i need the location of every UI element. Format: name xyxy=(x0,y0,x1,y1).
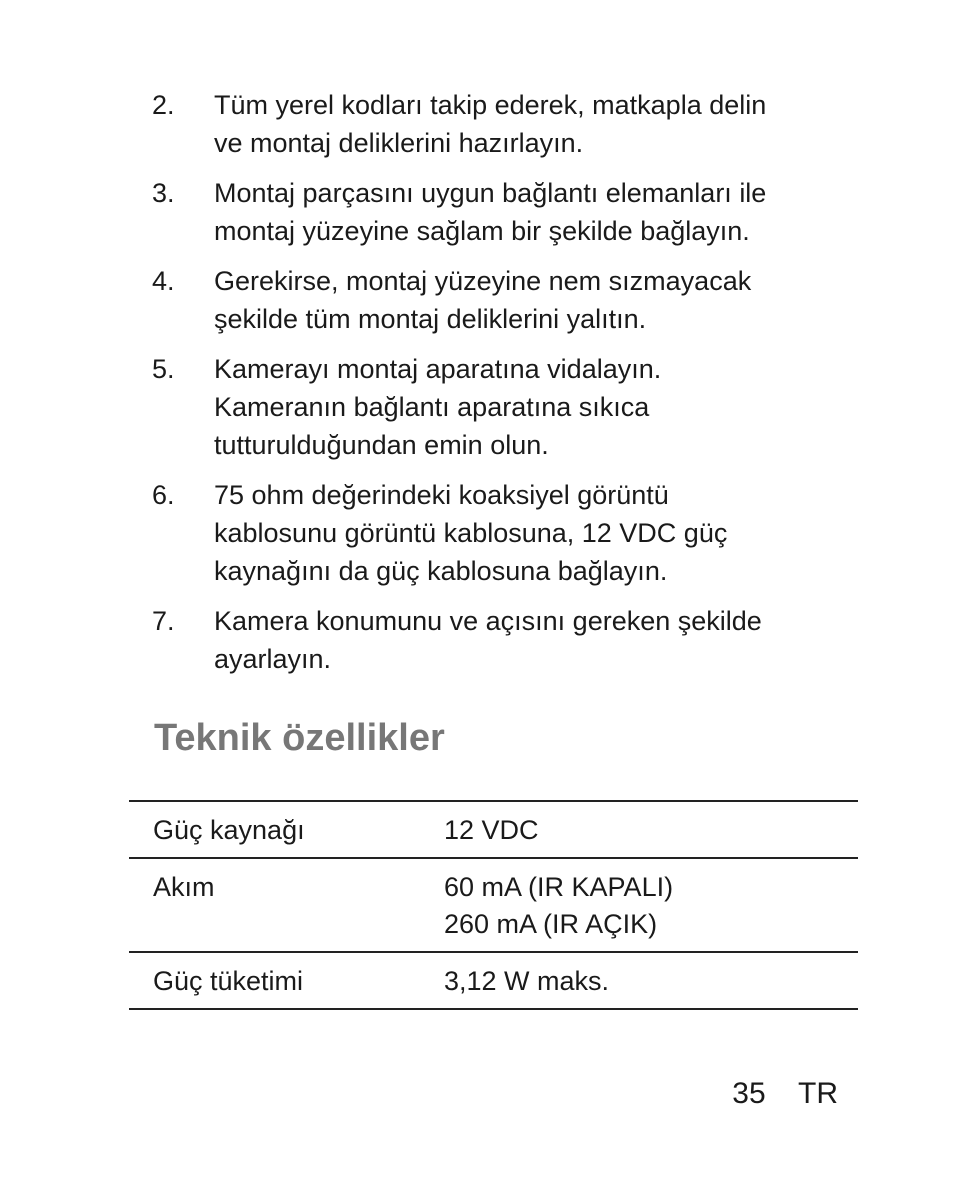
step-line: 75 ohm değerindeki koaksiyel görüntü xyxy=(214,480,669,510)
step-text xyxy=(214,174,766,250)
table-row xyxy=(129,858,858,952)
step-line: kaynağını da güç kablosuna bağlayın. xyxy=(214,556,668,586)
spec-value-line: 12 VDC xyxy=(444,815,539,845)
step-line: Kamera konumunu ve açısını gereken şekilde xyxy=(214,606,762,636)
spec-value xyxy=(444,952,858,1009)
step-number: 3. xyxy=(152,178,175,208)
step-item xyxy=(152,476,842,590)
spec-value xyxy=(444,801,858,858)
table-row xyxy=(129,801,858,858)
step-number: 6. xyxy=(152,480,175,510)
language-code: TR xyxy=(798,1077,838,1110)
spec-label: Akım xyxy=(153,872,215,902)
step-line: ayarlayın. xyxy=(214,644,332,674)
step-line: Gerekirse, montaj yüzeyine nem sızmayacak xyxy=(214,266,752,296)
page-footer xyxy=(732,1074,838,1114)
spec-value-line: 3,12 W maks. xyxy=(444,966,610,996)
step-number: 4. xyxy=(152,266,175,296)
step-line: kablosunu görüntü kablosuna, 12 VDC güç xyxy=(214,518,728,548)
step-number: 2. xyxy=(152,90,175,120)
step-line: şekilde tüm montaj deliklerini yalıtın. xyxy=(214,304,647,334)
step-item xyxy=(152,602,842,678)
spec-value-line: 260 mA (IR AÇIK) xyxy=(444,909,658,939)
step-item xyxy=(152,262,842,338)
step-text xyxy=(214,262,751,338)
step-text xyxy=(214,476,727,590)
section-title: Teknik özellikler xyxy=(154,717,445,759)
installation-steps xyxy=(152,86,842,690)
step-item xyxy=(152,86,842,162)
step-line: Montaj parçasını uygun bağlantı elemanları ile xyxy=(214,178,767,208)
step-text xyxy=(214,602,762,678)
spec-value-line: 60 mA (IR KAPALI) xyxy=(444,872,674,902)
spec-table xyxy=(129,800,858,1010)
page-number: 35 xyxy=(732,1077,766,1110)
step-item xyxy=(152,350,842,464)
step-line: Kamerayı montaj aparatına vidalayın. xyxy=(214,354,662,384)
step-item xyxy=(152,174,842,250)
step-number: 5. xyxy=(152,354,175,384)
step-text xyxy=(214,350,661,464)
step-line: ve montaj deliklerini hazırlayın. xyxy=(214,128,584,158)
step-text xyxy=(214,86,766,162)
step-line: tutturulduğundan emin olun. xyxy=(214,430,549,460)
spec-value xyxy=(444,858,858,952)
step-line: montaj yüzeyine sağlam bir şekilde bağlayın. xyxy=(214,216,750,246)
spec-label: Güç tüketimi xyxy=(153,966,304,996)
step-line: Tüm yerel kodları takip ederek, matkapla delin xyxy=(214,90,767,120)
step-number: 7. xyxy=(152,606,175,636)
spec-label: Güç kaynağı xyxy=(153,815,305,845)
step-line: Kameranın bağlantı aparatına sıkıca xyxy=(214,392,650,422)
table-row xyxy=(129,952,858,1009)
